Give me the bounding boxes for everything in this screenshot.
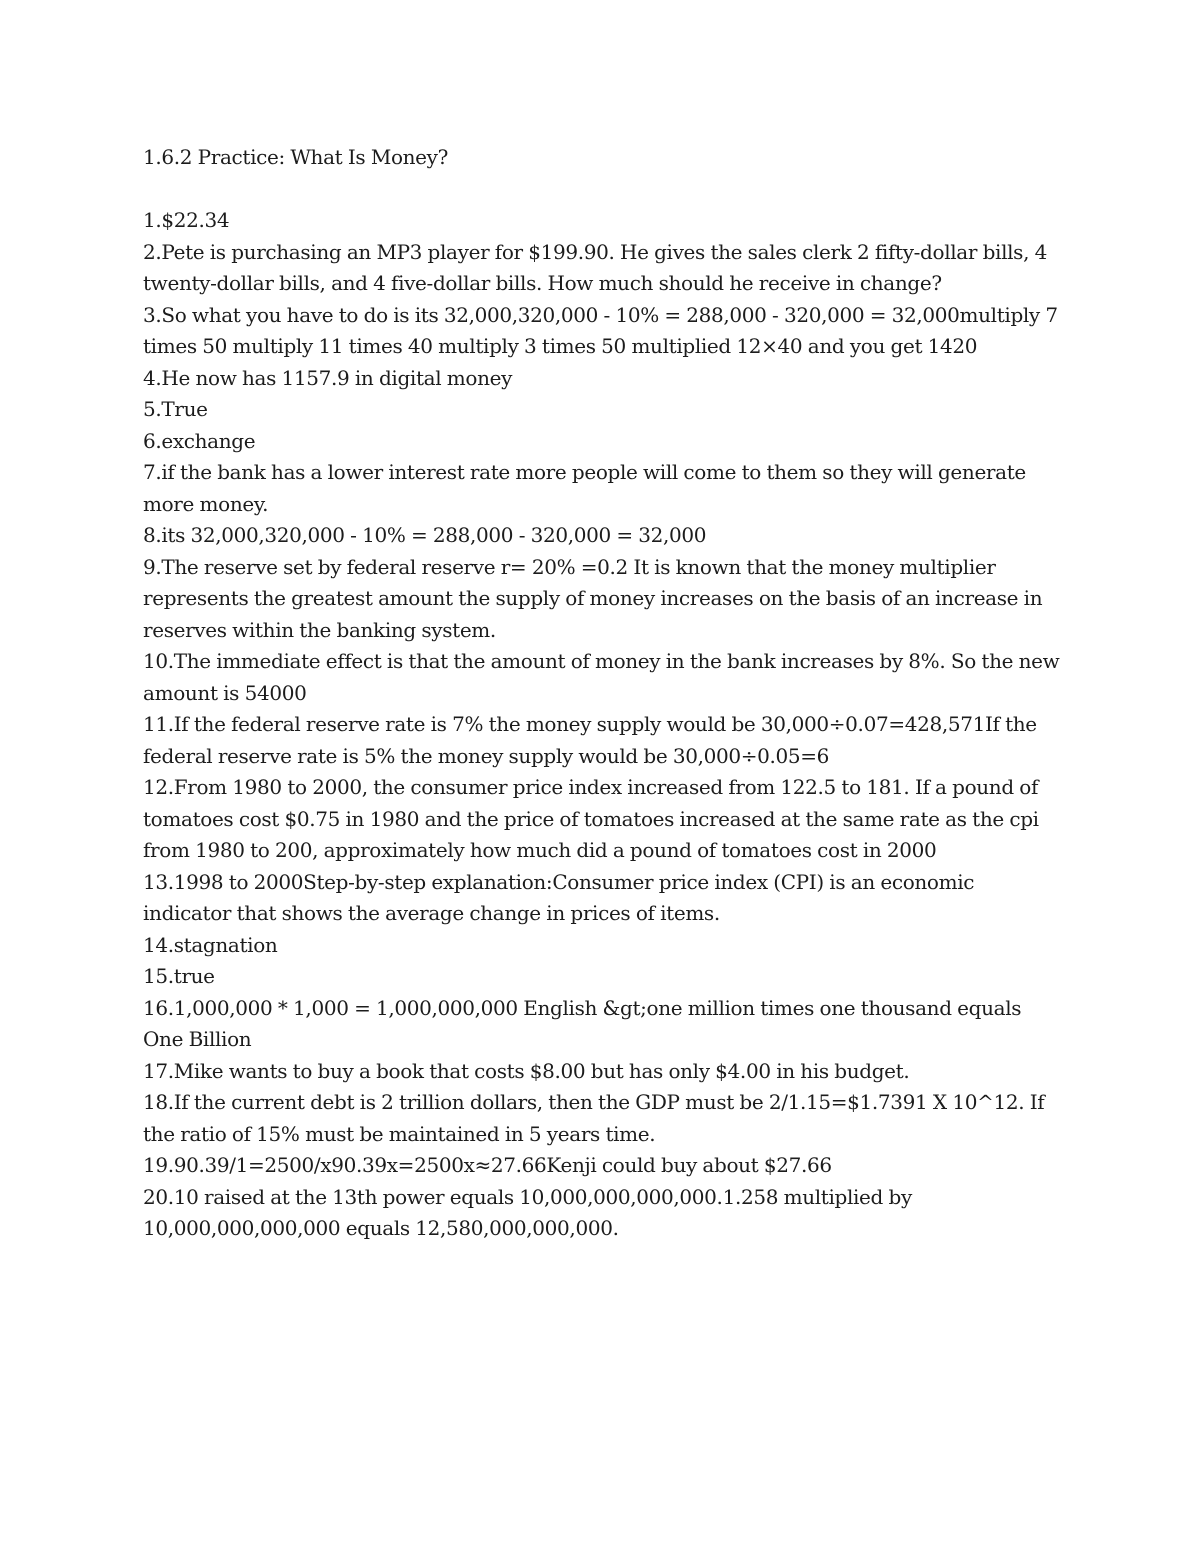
answer-14: 14.stagnation [143,932,278,957]
answer-13: 13.1998 to 2000Step-by-step explanation:Consumer price index (CPI) is an economic indicator that shows the average change in prices of items. [143,869,975,925]
answer-4: 4.He now has 1157.9 in digital money [143,365,513,390]
answer-7: 7.if the bank has a lower interest rate more people will come to them so they will generate more money. [143,460,1026,516]
answer-15: 15.true [143,964,215,988]
answer-12: 12.From 1980 to 2000, the consumer price index increased from 122.5 to 181. If a pound of tomatoes cost $0.75 in 1980 and the price of tomatoes increased at the same rate as the cpi from 1980 to 200, approximately how much did a pound of tomatoes cost in 2000 [143,775,1039,862]
answer-1: 1.$22.34 [143,208,230,232]
answer-5: 5.True [143,397,208,421]
document-body [143,142,1063,1245]
answer-18: 18.If the current debt is 2 trillion dollars, then the GDP must be 2/1.15=$1.7391 X 10^12. If the ratio of 15% must be maintained in 5 years time. [143,1090,1045,1146]
answer-9: 9.The reserve set by federal reserve r= 20% =0.2 It is known that the money multiplier represents the greatest amount the supply of money increases on the basis of an increase in reserves within the banking system. [143,554,1043,642]
answer-10: 10.The immediate effect is that the amount of money in the bank increases by 8%. So the new amount is 54000 [143,649,1060,705]
answer-6: 6.exchange [143,428,256,453]
document-title: 1.6.2 Practice: What Is Money? [143,145,448,169]
answer-11: 11.If the federal reserve rate is 7% the money supply would be 30,000÷0.07=428,571If the federal reserve rate is 5% the money supply would be 30,000÷0.05=6 [143,712,1037,768]
blank-line [143,174,1063,206]
answer-8: 8.its 32,000,320,000 - 10% = 288,000 - 320,000 = 32,000 [143,523,707,547]
answer-19: 19.90.39/1=2500/x90.39x=2500x≈27.66Kenji could buy about $27.66 [143,1153,832,1177]
answer-20: 20.10 raised at the 13th power equals 10,000,000,000,000.1.258 multiplied by 10,000,000,000,000 equals 12,580,000,000,000. [143,1184,912,1240]
answer-3: 3.So what you have to do is its 32,000,320,000 - 10% = 288,000 - 320,000 = 32,000multiply 7 times 50 multiply 11 times 40 multiply 3 times 50 multiplied 12×40 and you get 1420 [143,302,1058,358]
answer-17: 17.Mike wants to buy a book that costs $8.00 but has only $4.00 in his budget. [143,1058,910,1083]
answer-16: 16.1,000,000 * 1,000 = 1,000,000,000 English &gt;one million times one thousand equals One Billion [143,995,1022,1051]
answer-2: 2.Pete is purchasing an MP3 player for $199.90. He gives the sales clerk 2 fifty-dollar bills, 4 twenty-dollar bills, and 4 five-dollar bills. How much should he receive in change? [143,239,1047,295]
